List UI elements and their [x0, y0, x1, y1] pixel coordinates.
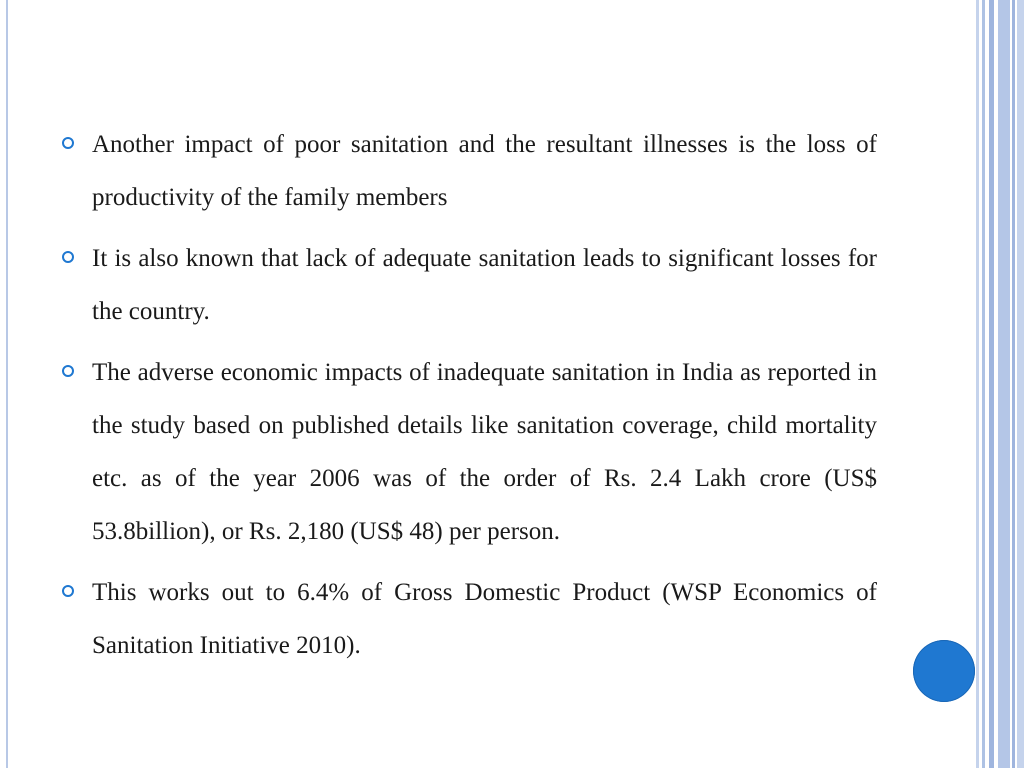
- ring-bullet-icon: [62, 365, 74, 377]
- stripe: [1012, 0, 1015, 768]
- stripe: [998, 0, 1010, 768]
- stripe: [982, 0, 985, 768]
- bullet-item-2: [62, 232, 877, 338]
- bullet-text: This works out to 6.4% of Gross Domestic Product (WSP Economics of Sanitation Initiative 2010).: [92, 579, 877, 659]
- bullet-text: The adverse economic impacts of inadequate sanitation in India as reported in the study based on published details like sanitation coverage, child mortality etc. as of the year 2006 was of the order of Rs. 2.4 Lakh crore (US$ 53.8billion), or Rs. 2,180 (US$ 48) per person.: [92, 359, 877, 545]
- bullet-item-4: [62, 566, 877, 672]
- ring-bullet-icon: [62, 585, 74, 597]
- bullet-item-1: [62, 118, 877, 224]
- bullet-item-3: [62, 346, 877, 558]
- ring-bullet-icon: [62, 251, 74, 263]
- right-decorative-stripes: [976, 0, 1024, 768]
- left-border-line: [6, 0, 8, 768]
- bullet-text: It is also known that lack of adequate sanitation leads to significant losses for the country.: [92, 245, 877, 325]
- stripe: [989, 0, 994, 768]
- stripe: [976, 0, 979, 768]
- stripe: [1017, 0, 1024, 768]
- ring-bullet-icon: [62, 137, 74, 149]
- bullet-list: [62, 118, 877, 680]
- decorative-circle-icon: [913, 640, 975, 702]
- bullet-text: Another impact of poor sanitation and the resultant illnesses is the loss of productivity of the family members: [92, 131, 877, 211]
